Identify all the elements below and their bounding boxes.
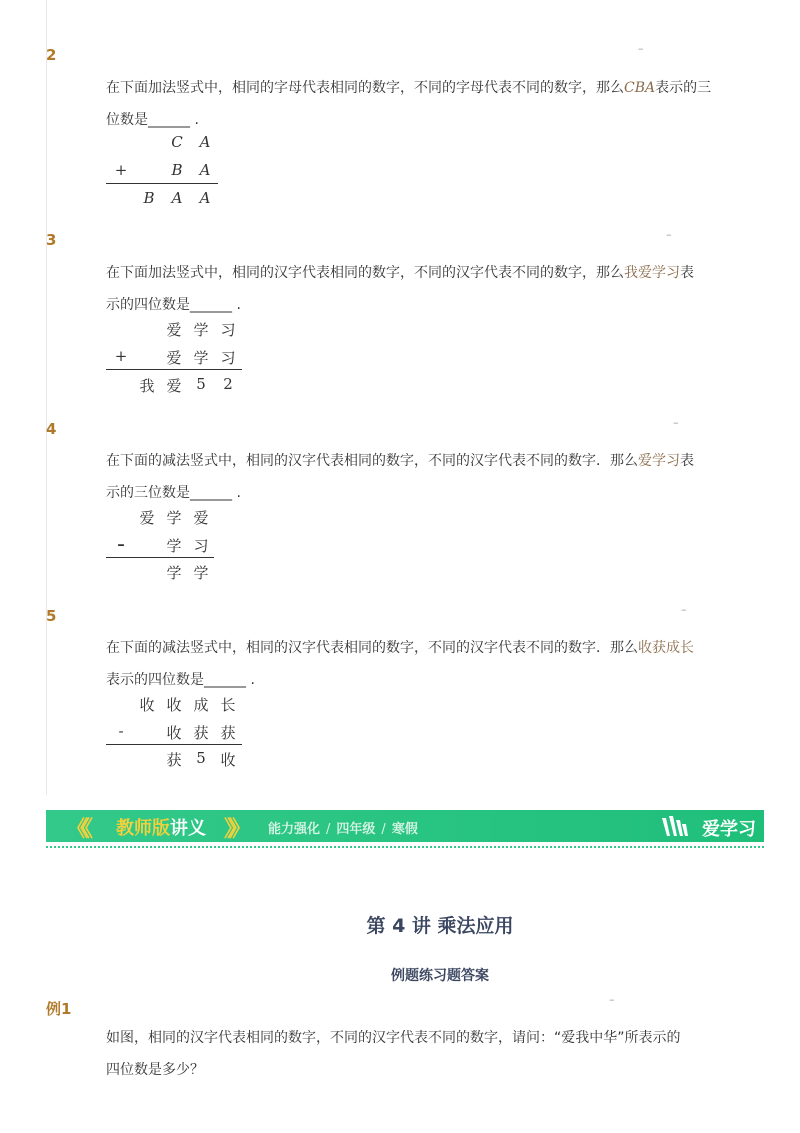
example-label: 例1 (46, 1000, 72, 1018)
highlight-term: 收获成长 (638, 640, 694, 656)
digit: 获 (166, 751, 182, 769)
digit: 获 (220, 724, 236, 742)
question-text (106, 263, 694, 283)
digit: A (199, 133, 211, 151)
digit: 2 (223, 375, 233, 393)
digit: 长 (220, 696, 236, 714)
text-after: 表 (680, 453, 694, 469)
difference-line (106, 744, 242, 745)
text-before: 在下面的减法竖式中，相同的汉字代表相同的数字，不同的汉字代表不同的数字．那么 (106, 640, 638, 656)
result-row (0, 562, 300, 582)
digit: 爱 (166, 321, 182, 339)
dash-mark: – (673, 416, 679, 429)
question-text (106, 78, 711, 98)
digit: 习 (193, 537, 209, 555)
digit: B (171, 161, 183, 179)
difference-line (106, 557, 214, 558)
digit: A (199, 189, 211, 207)
subtrahend-row (0, 535, 300, 555)
text-before: 在下面加法竖式中，相同的汉字代表相同的数字，不同的汉字代表不同的数字，那么 (106, 265, 624, 281)
lecture-title: 第 4 讲 乘法应用 (366, 915, 514, 937)
digit: 学 (166, 537, 182, 555)
crumb-term: 寒假 (391, 822, 418, 837)
digit: 学 (166, 564, 182, 582)
example-text: 如图，相同的汉字代表相同的数字，不同的汉字代表不同的数字，请问：“爱我中华”所表示的 (106, 1030, 681, 1046)
question-text-line2: 表示的四位数是______ . (106, 672, 255, 688)
question-text (106, 451, 694, 471)
digit: 爱 (139, 509, 155, 527)
minuend-row (0, 507, 300, 527)
crumb-ability: 能力强化 (268, 822, 321, 837)
highlight-term: 爱学习 (638, 453, 680, 469)
addend-row-1 (0, 319, 300, 339)
banner-tag (116, 814, 206, 840)
digit: C (171, 133, 183, 151)
brand-logo-icon (660, 814, 690, 838)
digit: 爱 (166, 349, 182, 367)
highlight-term: 我爱学习 (624, 265, 680, 281)
digit: 收 (166, 696, 182, 714)
banner-tag-teacher: 教师版 (116, 818, 170, 839)
result-row (0, 749, 300, 769)
operator: - (118, 722, 124, 740)
chevron-left-icon: 《《 (66, 817, 88, 842)
digit: 爱 (193, 509, 209, 527)
digit: 我 (139, 377, 155, 395)
sum-line (106, 369, 242, 370)
digit: 5 (196, 375, 206, 393)
addend-row-1 (0, 133, 300, 153)
crumb-separator: / (381, 822, 386, 837)
lecture-subtitle: 例题练习题答案 (391, 968, 489, 984)
operator: + (114, 161, 128, 179)
banner-tag-lecture: 讲义 (170, 818, 206, 839)
digit: 学 (193, 564, 209, 582)
operator: + (114, 347, 128, 365)
question-number: 5 (46, 607, 57, 625)
question-number: 2 (46, 46, 57, 64)
crumb-separator: / (326, 822, 331, 837)
lecture-banner (46, 810, 764, 842)
digit: 爱 (166, 377, 182, 395)
text-after: 表示的三 (655, 80, 712, 96)
dotted-divider (46, 846, 764, 848)
minuend-row (0, 694, 300, 714)
question-number: 4 (46, 420, 57, 438)
question-text-line2: 位数是______ . (106, 112, 199, 128)
result-row (0, 375, 300, 395)
addend-row-2 (0, 161, 300, 181)
question-text (106, 638, 694, 658)
digit: 习 (220, 321, 236, 339)
highlight-term: CBA (624, 80, 656, 96)
text-before: 在下面加法竖式中，相同的字母代表相同的数字，不同的字母代表不同的数字，那么 (106, 80, 624, 96)
dash-mark: – (681, 603, 687, 616)
dash-mark: – (666, 228, 672, 241)
digit: 习 (220, 349, 236, 367)
crumb-grade: 四年级 (336, 822, 376, 837)
digit: 获 (193, 724, 209, 742)
example-text-line2: 四位数是多少？ (106, 1062, 204, 1078)
digit: 收 (166, 724, 182, 742)
dash-mark: – (609, 993, 615, 1006)
chevron-right-icon: 》》 (224, 817, 246, 842)
digit: 收 (139, 696, 155, 714)
question-number: 3 (46, 231, 57, 249)
result-row (0, 189, 300, 209)
banner-breadcrumb (268, 818, 418, 837)
digit: 学 (166, 509, 182, 527)
question-text-line2: 示的三位数是______ . (106, 485, 241, 501)
brand-logo-text: 爱学习 (702, 819, 756, 840)
digit: B (143, 189, 155, 207)
digit: 成 (193, 696, 209, 714)
digit: 5 (196, 749, 206, 767)
digit: A (199, 161, 211, 179)
digit: 学 (193, 349, 209, 367)
addend-row-2 (0, 347, 300, 367)
digit: A (171, 189, 183, 207)
text-after: 表 (680, 265, 694, 281)
subtrahend-row (0, 722, 300, 742)
digit: 收 (220, 751, 236, 769)
dash-mark: – (638, 42, 644, 55)
question-text-line2: 示的四位数是______ . (106, 297, 241, 313)
digit: 学 (193, 321, 209, 339)
text-before: 在下面的减法竖式中，相同的汉字代表相同的数字，不同的汉字代表不同的数字．那么 (106, 453, 638, 469)
sum-line (106, 183, 218, 184)
operator: – (117, 535, 125, 553)
left-margin-rule (46, 0, 47, 795)
